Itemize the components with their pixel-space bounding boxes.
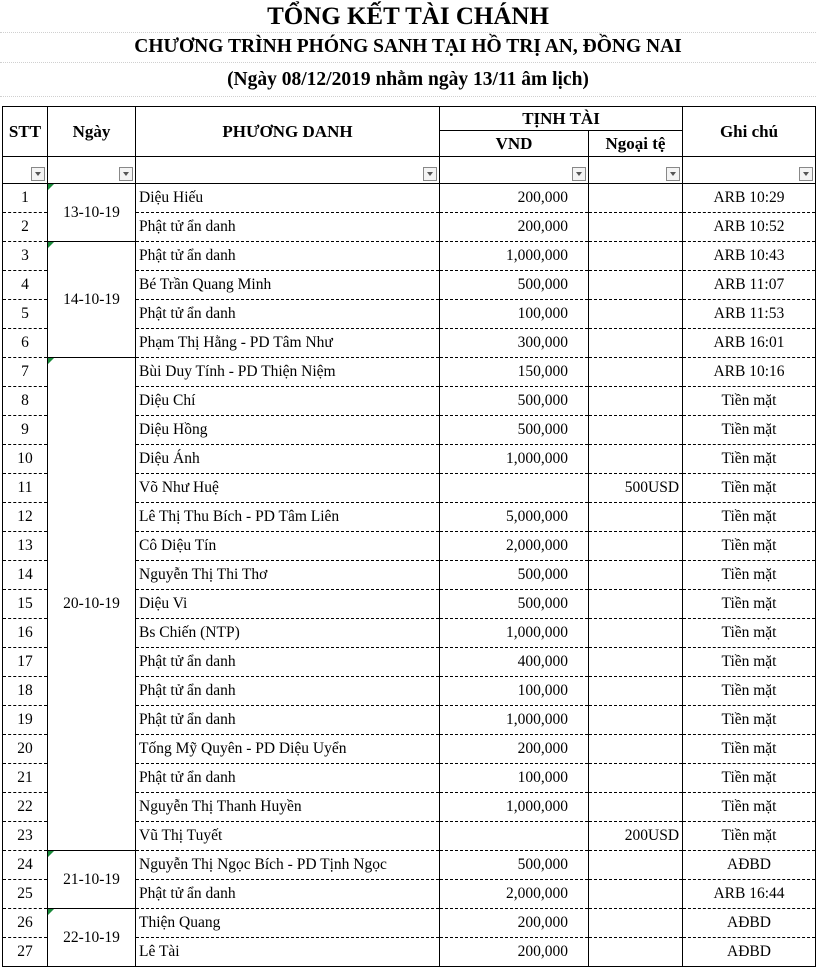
note-cell[interactable]: Tiền mặt	[683, 532, 816, 561]
table-row	[3, 242, 816, 271]
vnd-amount-cell[interactable]	[440, 822, 589, 851]
foreign-amount-cell[interactable]	[589, 271, 683, 300]
note-cell[interactable]: AĐBD	[683, 938, 816, 967]
date-cell[interactable]	[48, 242, 136, 358]
stt-cell[interactable]: 4	[3, 271, 48, 300]
foreign-amount-cell[interactable]	[589, 938, 683, 967]
filter-cell-foreign	[589, 157, 683, 184]
note-cell[interactable]: Tiền mặt	[683, 706, 816, 735]
foreign-amount-cell[interactable]	[589, 445, 683, 474]
stt-cell[interactable]: 20	[3, 735, 48, 764]
vnd-amount-cell[interactable]: 200,000	[440, 184, 589, 213]
filter-cell-date	[48, 157, 136, 184]
report-title: TỔNG KẾT TÀI CHÁNH	[267, 3, 549, 30]
donor-name-cell[interactable]: Nguyễn Thị Ngọc Bích - PD Tịnh Ngọc	[136, 851, 440, 880]
date-cell[interactable]	[48, 909, 136, 967]
donor-name-cell[interactable]: Bs Chiến (NTP)	[136, 619, 440, 648]
note-cell[interactable]: Tiền mặt	[683, 822, 816, 851]
stt-cell[interactable]: 6	[3, 329, 48, 358]
header-foreign: Ngoại tệ	[589, 131, 683, 157]
filter-dropdown-icon[interactable]	[572, 167, 586, 181]
donor-name-cell[interactable]: Phật tử ẩn danh	[136, 677, 440, 706]
donor-name-cell[interactable]: Lê Tài	[136, 938, 440, 967]
note-cell[interactable]: Tiền mặt	[683, 590, 816, 619]
foreign-amount-cell[interactable]	[589, 619, 683, 648]
gridline	[0, 62, 816, 63]
note-cell[interactable]: AĐBD	[683, 851, 816, 880]
vnd-amount-cell[interactable]: 100,000	[440, 677, 589, 706]
vnd-amount-cell[interactable]: 200,000	[440, 909, 589, 938]
date-cell[interactable]	[48, 184, 136, 242]
note-cell[interactable]: AĐBD	[683, 909, 816, 938]
stt-cell[interactable]: 15	[3, 590, 48, 619]
vnd-amount-cell[interactable]: 100,000	[440, 764, 589, 793]
stt-cell[interactable]: 21	[3, 764, 48, 793]
foreign-amount-cell[interactable]	[589, 242, 683, 271]
vnd-amount-cell[interactable]: 500,000	[440, 851, 589, 880]
vnd-amount-cell[interactable]: 2,000,000	[440, 532, 589, 561]
comment-indicator-icon	[48, 909, 54, 915]
donor-name-cell[interactable]: Thiện Quang	[136, 909, 440, 938]
stt-cell[interactable]: 23	[3, 822, 48, 851]
stt-cell[interactable]: 25	[3, 880, 48, 909]
table-row	[3, 909, 816, 938]
stt-cell[interactable]: 10	[3, 445, 48, 474]
foreign-amount-cell[interactable]	[589, 590, 683, 619]
filter-dropdown-icon[interactable]	[666, 167, 680, 181]
vnd-amount-cell[interactable]: 200,000	[440, 735, 589, 764]
table-row	[3, 851, 816, 880]
note-cell[interactable]: Tiền mặt	[683, 764, 816, 793]
vnd-amount-cell[interactable]: 1,000,000	[440, 445, 589, 474]
note-cell[interactable]: ARB 11:07	[683, 271, 816, 300]
vnd-amount-cell[interactable]	[440, 474, 589, 503]
date-cell[interactable]	[48, 358, 136, 851]
donor-name-cell[interactable]: Phạm Thị Hằng - PD Tâm Như	[136, 329, 440, 358]
vnd-amount-cell[interactable]: 500,000	[440, 271, 589, 300]
donor-name-cell[interactable]: Phật tử ẩn danh	[136, 242, 440, 271]
date-label: 21-10-19	[63, 870, 120, 888]
donor-name-cell[interactable]: Diệu Chí	[136, 387, 440, 416]
vnd-amount-cell[interactable]: 2,000,000	[440, 880, 589, 909]
filter-cell-stt	[3, 157, 48, 184]
donor-name-cell[interactable]: Cô Diệu Tín	[136, 532, 440, 561]
vnd-amount-cell[interactable]: 5,000,000	[440, 503, 589, 532]
donor-name-cell[interactable]: Lê Thị Thu Bích - PD Tâm Liên	[136, 503, 440, 532]
note-cell[interactable]: ARB 16:01	[683, 329, 816, 358]
foreign-amount-cell[interactable]	[589, 416, 683, 445]
header-donation: TỊNH TÀI	[440, 107, 683, 131]
donor-name-cell[interactable]: Phật tử ẩn danh	[136, 300, 440, 329]
note-cell[interactable]: Tiền mặt	[683, 619, 816, 648]
header-note: Ghi chú	[683, 107, 816, 157]
header-stt: STT	[3, 107, 48, 157]
donor-name-cell[interactable]: Phật tử ẩn danh	[136, 648, 440, 677]
foreign-amount-cell[interactable]	[589, 648, 683, 677]
stt-cell[interactable]: 22	[3, 793, 48, 822]
donor-name-cell[interactable]: Vũ Thị Tuyết	[136, 822, 440, 851]
gridline	[0, 32, 816, 33]
table-row	[3, 358, 816, 387]
table-row	[3, 184, 816, 213]
header-vnd: VND	[440, 131, 589, 157]
note-cell[interactable]: ARB 10:52	[683, 213, 816, 242]
program-subtitle: CHƯƠNG TRÌNH PHÓNG SANH TẠI HỒ TRỊ AN, ĐỒNG NAI	[134, 36, 682, 57]
donor-name-cell[interactable]: Võ Như Huệ	[136, 474, 440, 503]
foreign-amount-cell[interactable]	[589, 764, 683, 793]
vnd-amount-cell[interactable]: 1,000,000	[440, 793, 589, 822]
vnd-amount-cell[interactable]: 500,000	[440, 387, 589, 416]
donation-rows	[3, 184, 816, 967]
donor-name-cell[interactable]: Diệu Vi	[136, 590, 440, 619]
foreign-amount-cell[interactable]	[589, 851, 683, 880]
stt-cell[interactable]: 13	[3, 532, 48, 561]
stt-cell[interactable]: 17	[3, 648, 48, 677]
donor-name-cell[interactable]: Tống Mỹ Quyên - PD Diệu Uyển	[136, 735, 440, 764]
donor-name-cell[interactable]: Bùi Duy Tính - PD Thiện Niệm	[136, 358, 440, 387]
vnd-amount-cell[interactable]: 300,000	[440, 329, 589, 358]
foreign-amount-cell[interactable]	[589, 735, 683, 764]
note-cell[interactable]: ARB 16:44	[683, 880, 816, 909]
note-cell[interactable]: Tiền mặt	[683, 735, 816, 764]
note-cell[interactable]: Tiền mặt	[683, 387, 816, 416]
comment-indicator-icon	[48, 184, 54, 190]
note-cell[interactable]: Tiền mặt	[683, 445, 816, 474]
note-cell[interactable]: Tiền mặt	[683, 503, 816, 532]
vnd-amount-cell[interactable]: 200,000	[440, 213, 589, 242]
filter-dropdown-icon[interactable]	[119, 167, 133, 181]
stt-cell[interactable]: 16	[3, 619, 48, 648]
comment-indicator-icon	[48, 851, 54, 857]
foreign-amount-cell[interactable]	[589, 300, 683, 329]
vnd-amount-cell[interactable]: 400,000	[440, 648, 589, 677]
vnd-amount-cell[interactable]: 1,000,000	[440, 706, 589, 735]
filter-dropdown-icon[interactable]	[31, 167, 45, 181]
stt-cell[interactable]: 9	[3, 416, 48, 445]
note-cell[interactable]: Tiền mặt	[683, 793, 816, 822]
stt-cell[interactable]: 19	[3, 706, 48, 735]
note-cell[interactable]: Tiền mặt	[683, 561, 816, 590]
comment-indicator-icon	[48, 242, 54, 248]
filter-dropdown-icon[interactable]	[799, 167, 813, 181]
note-cell[interactable]: ARB 10:16	[683, 358, 816, 387]
donor-name-cell[interactable]: Diệu Ánh	[136, 445, 440, 474]
date-label: 13-10-19	[63, 203, 120, 221]
filter-cell-vnd	[440, 157, 589, 184]
donor-name-cell[interactable]: Diệu Hồng	[136, 416, 440, 445]
foreign-amount-cell[interactable]	[589, 213, 683, 242]
date-label: 14-10-19	[63, 290, 120, 308]
foreign-amount-cell[interactable]	[589, 880, 683, 909]
foreign-amount-cell[interactable]	[589, 793, 683, 822]
donor-name-cell[interactable]: Phật tử ẩn danh	[136, 880, 440, 909]
note-cell[interactable]: ARB 11:53	[683, 300, 816, 329]
stt-cell[interactable]: 24	[3, 851, 48, 880]
foreign-amount-cell[interactable]	[589, 677, 683, 706]
donor-name-cell[interactable]: Phật tử ẩn danh	[136, 764, 440, 793]
foreign-amount-cell[interactable]	[589, 503, 683, 532]
stt-cell[interactable]: 8	[3, 387, 48, 416]
donor-name-cell[interactable]: Phật tử ẩn danh	[136, 213, 440, 242]
note-cell[interactable]: ARB 10:29	[683, 184, 816, 213]
foreign-amount-cell[interactable]	[589, 561, 683, 590]
gridline	[0, 96, 816, 97]
stt-cell[interactable]: 11	[3, 474, 48, 503]
stt-cell[interactable]: 3	[3, 242, 48, 271]
vnd-amount-cell[interactable]: 500,000	[440, 416, 589, 445]
filter-cell-note	[683, 157, 816, 184]
foreign-amount-cell[interactable]	[589, 532, 683, 561]
donation-table	[2, 106, 816, 967]
note-cell[interactable]: ARB 10:43	[683, 242, 816, 271]
foreign-amount-cell[interactable]	[589, 329, 683, 358]
note-cell[interactable]: Tiền mặt	[683, 416, 816, 445]
date-line: (Ngày 08/12/2019 nhằm ngày 13/11 âm lịch)	[227, 69, 589, 90]
foreign-amount-cell[interactable]	[589, 706, 683, 735]
stt-cell[interactable]: 26	[3, 909, 48, 938]
stt-cell[interactable]: 18	[3, 677, 48, 706]
foreign-amount-cell[interactable]: 200USD	[589, 822, 683, 851]
foreign-amount-cell[interactable]: 500USD	[589, 474, 683, 503]
header-date: Ngày	[48, 107, 136, 157]
vnd-amount-cell[interactable]: 150,000	[440, 358, 589, 387]
stt-cell[interactable]: 14	[3, 561, 48, 590]
vnd-amount-cell[interactable]: 200,000	[440, 938, 589, 967]
donor-name-cell[interactable]: Diệu Hiếu	[136, 184, 440, 213]
vnd-amount-cell[interactable]: 1,000,000	[440, 242, 589, 271]
donor-name-cell[interactable]: Nguyễn Thị Thanh Huyền	[136, 793, 440, 822]
note-cell[interactable]: Tiền mặt	[683, 474, 816, 503]
foreign-amount-cell[interactable]	[589, 387, 683, 416]
donor-name-cell[interactable]: Nguyễn Thị Thi Thơ	[136, 561, 440, 590]
filter-cell-name	[136, 157, 440, 184]
vnd-amount-cell[interactable]: 1,000,000	[440, 619, 589, 648]
foreign-amount-cell[interactable]	[589, 909, 683, 938]
date-label: 22-10-19	[63, 928, 120, 946]
vnd-amount-cell[interactable]: 100,000	[440, 300, 589, 329]
foreign-amount-cell[interactable]	[589, 184, 683, 213]
filter-dropdown-icon[interactable]	[423, 167, 437, 181]
date-label: 20-10-19	[63, 595, 120, 612]
stt-cell[interactable]: 2	[3, 213, 48, 242]
donor-name-cell[interactable]: Phật tử ẩn danh	[136, 706, 440, 735]
stt-cell[interactable]: 7	[3, 358, 48, 387]
comment-indicator-icon	[48, 358, 54, 364]
vnd-amount-cell[interactable]: 500,000	[440, 590, 589, 619]
foreign-amount-cell[interactable]	[589, 358, 683, 387]
stt-cell[interactable]: 27	[3, 938, 48, 967]
stt-cell[interactable]: 5	[3, 300, 48, 329]
note-cell[interactable]: Tiền mặt	[683, 677, 816, 706]
vnd-amount-cell[interactable]: 500,000	[440, 561, 589, 590]
stt-cell[interactable]: 12	[3, 503, 48, 532]
date-cell[interactable]	[48, 851, 136, 909]
donor-name-cell[interactable]: Bé Trần Quang Minh	[136, 271, 440, 300]
stt-cell[interactable]: 1	[3, 184, 48, 213]
header-name: PHƯƠNG DANH	[136, 107, 440, 157]
note-cell[interactable]: Tiền mặt	[683, 648, 816, 677]
